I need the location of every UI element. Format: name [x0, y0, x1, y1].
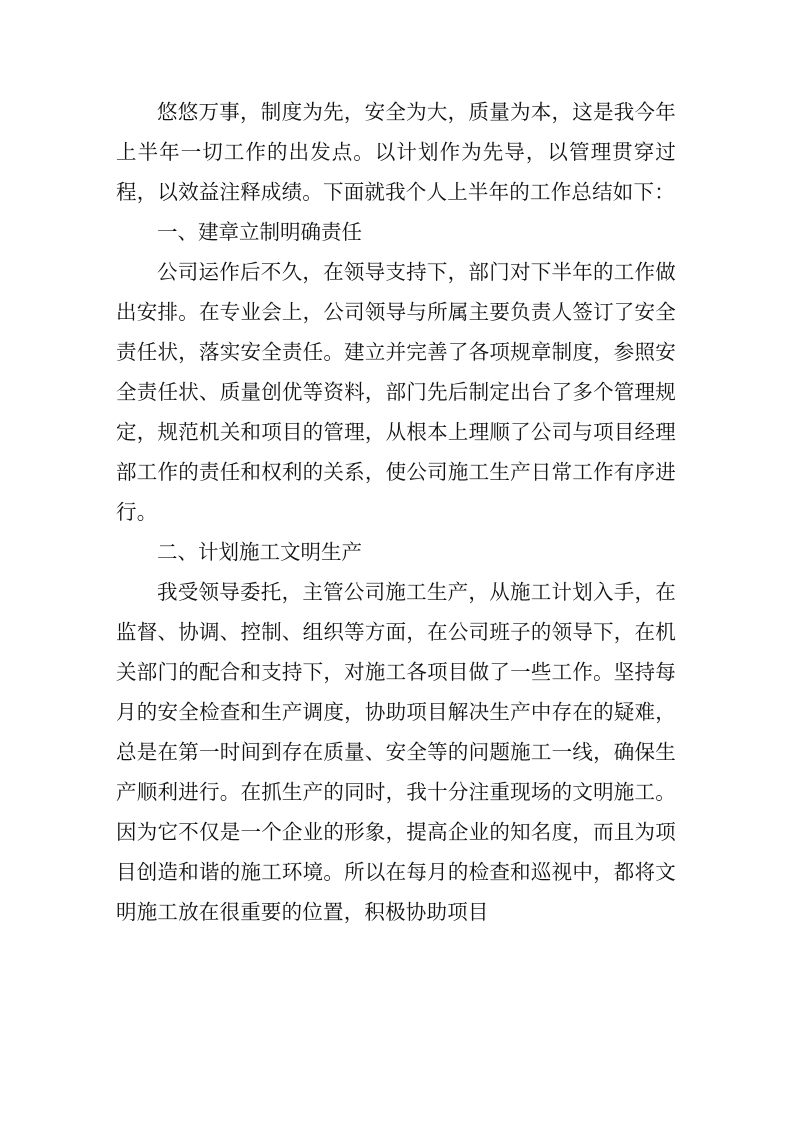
section-2-body: 我受领导委托，主管公司施工生产，从施工计划入手，在监督、协调、控制、组织等方面，在公司班子的领导下，在机关部门的配合和支持下，对施工各项目做了一些工作。坚持每月的安全检查和生产调度，协助项目解决生产中存在的疑难，总是在第一时间到存在质量、安全等的问题施工一线，确保生产顺利进行。在抓生产的同时，我十分注重现场的文明施工。因为它不仅是一个企业的形象，提高企业的知名度，而且为项目创造和谐的施工环境。所以在每月的检查和巡视中，都将文明施工放在很重要的位置，积极协助项目 [116, 580, 676, 924]
document-page [116, 92, 676, 932]
intro-paragraph: 悠悠万事，制度为先，安全为大，质量为本，这是我今年上半年一切工作的出发点。以计划作为先导，以管理贯穿过程，以效益注释成绩。下面就我个人上半年的工作总结如下： [116, 100, 676, 204]
section-2-heading: 二、计划施工文明生产 [157, 540, 362, 564]
section-1-body: 公司运作后不久，在领导支持下，部门对下半年的工作做出安排。在专业会上，公司领导与所属主要负责人签订了安全责任状，落实安全责任。建立并完善了各项规章制度，参照安全责任状、质量创优等资料，部门先后制定出台了多个管理规定，规范机关和项目的管理，从根本上理顺了公司与项目经理部工作的责任和权利的关系，使公司施工生产日常工作有序进行。 [116, 260, 676, 524]
section-1-heading: 一、建章立制明确责任 [157, 220, 362, 244]
